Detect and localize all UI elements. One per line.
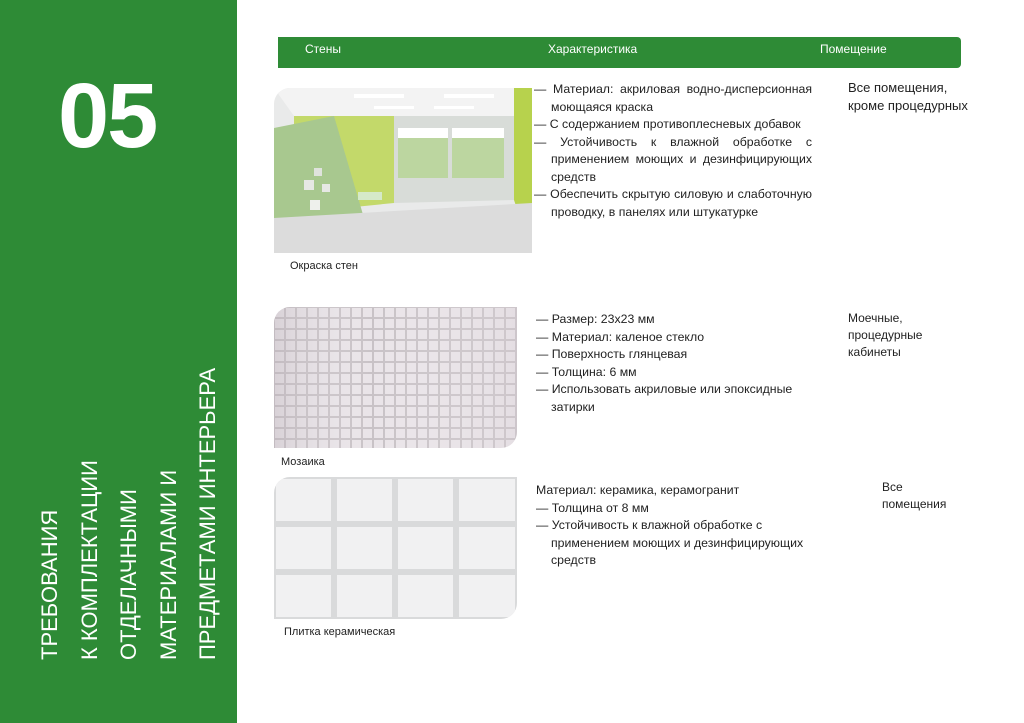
mosaic-photo [274, 307, 517, 448]
list-item: — Устойчивость к влажной обработке с применением моющих и дезинфицирующих средств [534, 134, 812, 184]
sidebar [0, 0, 237, 723]
table-header [278, 37, 961, 68]
list-item: — Толщина: 6 мм [536, 364, 637, 379]
section-title [30, 360, 228, 660]
room-text: Все помещения [882, 480, 947, 511]
characteristics-list [536, 311, 826, 416]
room-text: Моечные, процедурные кабинеты [848, 311, 923, 359]
list-item: — Материал: каленое стекло [536, 329, 705, 344]
characteristics-list [536, 482, 836, 570]
photo-caption: Окраска стен [290, 260, 358, 272]
section-title-line: К КОМПЛЕКТАЦИИ [76, 460, 102, 660]
ceramic-tile-photo [274, 477, 517, 619]
header-characteristic: Характеристика [548, 42, 638, 56]
header-walls: Стены [305, 42, 341, 56]
list-item: — Устойчивость к влажной обработке с применением моющих и дезинфицирующих средств [536, 518, 804, 567]
list-item: — С содержанием противоплесневых добавок [534, 117, 801, 131]
characteristics-list [534, 81, 812, 221]
page-number: 05 [58, 65, 157, 167]
room-text: Все помещения, кроме процедурных [848, 80, 968, 113]
section-title-line: ТРЕБОВАНИЯ [37, 509, 62, 660]
section-title-line: МАТЕРИАЛАМИ И [155, 469, 181, 660]
section-title-line: ПРЕДМЕТАМИ ИНТЕРЬЕРА [195, 367, 220, 660]
list-item: — Толщина от 8 мм [536, 500, 649, 515]
section-title-line: ОТДЕЛАЧНЫМИ [116, 489, 141, 660]
list-item: — Поверхность глянцевая [536, 347, 688, 361]
list-item: — Материал: акриловая водно-дисперсионная моющаяся краска [534, 82, 812, 114]
photo-caption: Плитка керамическая [284, 626, 396, 638]
list-item: — Размер: 23х23 мм [536, 312, 655, 326]
wall-paint-photo [274, 88, 532, 253]
list-item: — Использовать акриловые или эпоксидные затирки [536, 382, 793, 414]
list-item: — Обеспечить скрытую силовую и слаботочную проводку, в панелях или штукатурке [534, 187, 812, 219]
list-item: Материал: керамика, керамогранит [536, 483, 740, 497]
photo-caption: Мозаика [281, 456, 325, 468]
header-room: Помещение [820, 42, 887, 56]
